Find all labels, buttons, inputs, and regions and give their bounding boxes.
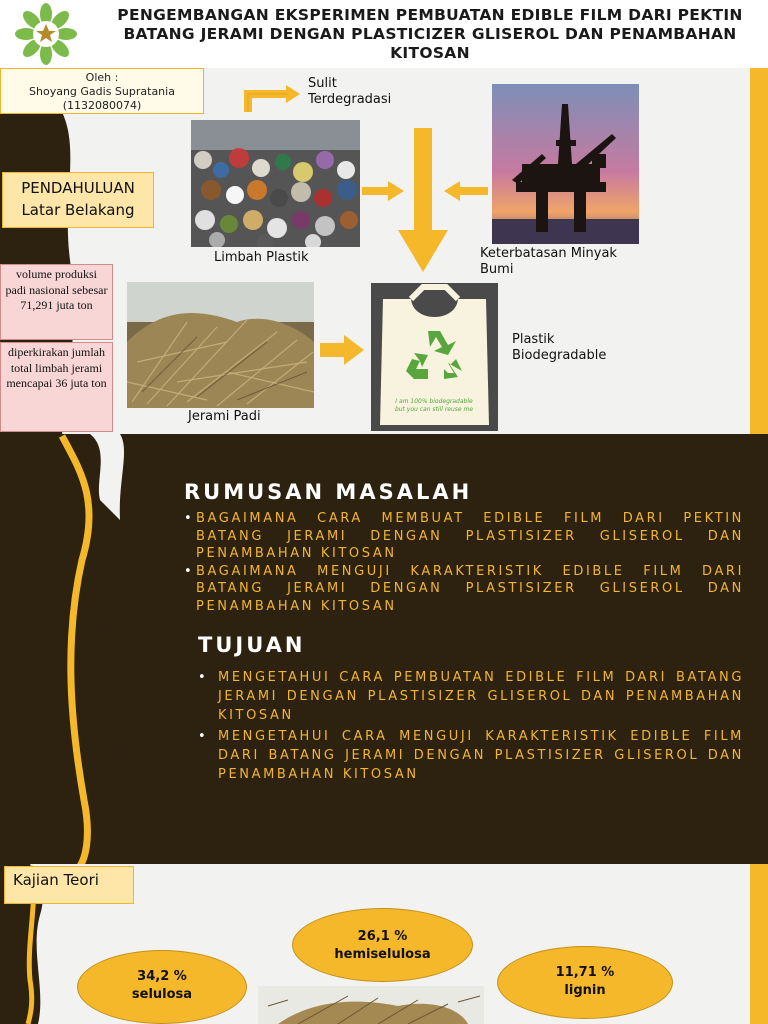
minyak-line-1: Keterbatasan Minyak — [480, 246, 617, 261]
university-star-logo — [4, 2, 88, 66]
label-sulit-terdegradasi — [308, 76, 391, 108]
selulosa-ellipse — [77, 950, 247, 1024]
poster-title: PENGEMBANGAN EKSPERIMEN PEMBUATAN EDIBLE FILM DARI PEKTIN BATANG JERAMI DENGAN PLASTICIZER GLISEROL DAN PENAMBAHAN KITOSAN — [117, 6, 743, 62]
author-label: Oleh : — [85, 71, 119, 84]
bullet-dot: • — [184, 511, 192, 526]
rumusan-item — [184, 563, 744, 616]
bag-text-2: but you can still reuse me — [394, 406, 474, 413]
label-jerami-padi: Jerami Padi — [188, 409, 261, 424]
bullet-dot: • — [184, 563, 192, 579]
lignin-label: lignin — [564, 983, 606, 998]
fact-production: volume produksi padi nasional sebesar 71,291 juta ton — [0, 264, 113, 340]
background-subheading: Latar Belakang — [21, 201, 135, 219]
plastik-line-1: Plastik — [512, 332, 555, 347]
sulit-line-1: Sulit — [308, 76, 337, 91]
garbage-dump-image — [191, 120, 360, 247]
arrow-left-icon — [444, 181, 488, 201]
tujuan-list — [198, 668, 744, 784]
oil-rig-image — [492, 84, 639, 244]
tujuan-item-text: MENGETAHUI CARA PEMBUATAN EDIBLE FILM DARI BATANG JERAMI DENGAN PLASTISIZER GLISEROL DAN PENAMBAHAN KITOSAN — [218, 670, 744, 723]
rice-straw-image — [127, 282, 314, 408]
rumusan-item-text: BAGAIMANA MENGUJI KARAKTERISTIK EDIBLE FILM DARI BATANG JERAMI DENGAN PLASTISIZER GLISEROL DAN PENAMBAHAN KITOSAN — [196, 563, 744, 614]
bullet-dot: • — [198, 670, 206, 685]
lignin-ellipse — [497, 946, 673, 1019]
bullet-dot: • — [198, 729, 206, 744]
tujuan-heading: TUJUAN — [198, 633, 306, 657]
label-limbah-plastik: Limbah Plastik — [214, 250, 309, 265]
tujuan-item-text: MENGETAHUI CARA MENGUJI KARAKTERISTIK EDIBLE FILM DARI BATANG JERAMI DENGAN PLASTISIZER GLISEROL DAN PENAMBAHAN KITOSAN — [218, 729, 744, 782]
label-keterbatasan-minyak — [480, 246, 617, 278]
rumusan-heading: RUMUSAN MASALAH — [184, 480, 473, 504]
biodegradable-bag-image — [371, 283, 498, 431]
fact-waste: diperkirakan jumlah total limbah jerami mencapai 36 juta ton — [0, 342, 113, 432]
kajian-teori-label: Kajian Teori — [4, 866, 134, 904]
bent-arrow-icon — [242, 82, 302, 114]
selulosa-label: selulosa — [131, 987, 193, 1002]
arrow-down-icon — [398, 128, 448, 272]
intro-section-label — [2, 172, 154, 228]
arrow-right-icon — [320, 335, 364, 365]
hemiselulosa-ellipse — [292, 908, 473, 982]
author-box — [0, 68, 204, 114]
minyak-line-2: Bumi — [480, 262, 514, 277]
tujuan-item — [198, 668, 744, 725]
author-name: Shoyang Gadis Supratania — [29, 85, 175, 98]
hemiselulosa-value: 26,1 % — [357, 929, 408, 944]
rumusan-list — [184, 510, 744, 615]
selulosa-value: 34,2 % — [137, 969, 187, 984]
rumusan-item-text: BAGAIMANA CARA MEMBUAT EDIBLE FILM DARI PEKTIN BATANG JERAMI DENGAN PLASTISIZER GLISEROL DAN PENAMBAHAN KITOSAN — [196, 511, 744, 561]
label-plastik-biodegradable — [512, 332, 606, 364]
plastik-line-2: Biodegradable — [512, 348, 607, 363]
straw-bundle-image — [258, 986, 484, 1024]
lignin-value: 11,71 % — [555, 965, 615, 980]
sulit-line-2: Terdegradasi — [308, 92, 392, 107]
tujuan-item — [198, 727, 744, 784]
intro-heading: PENDAHULUAN — [21, 179, 135, 197]
hemiselulosa-label: hemiselulosa — [334, 947, 431, 962]
bag-text-1: I am 100% biodegradable — [395, 398, 473, 405]
author-id: (1132080074) — [62, 99, 142, 112]
rumusan-item — [184, 510, 744, 563]
